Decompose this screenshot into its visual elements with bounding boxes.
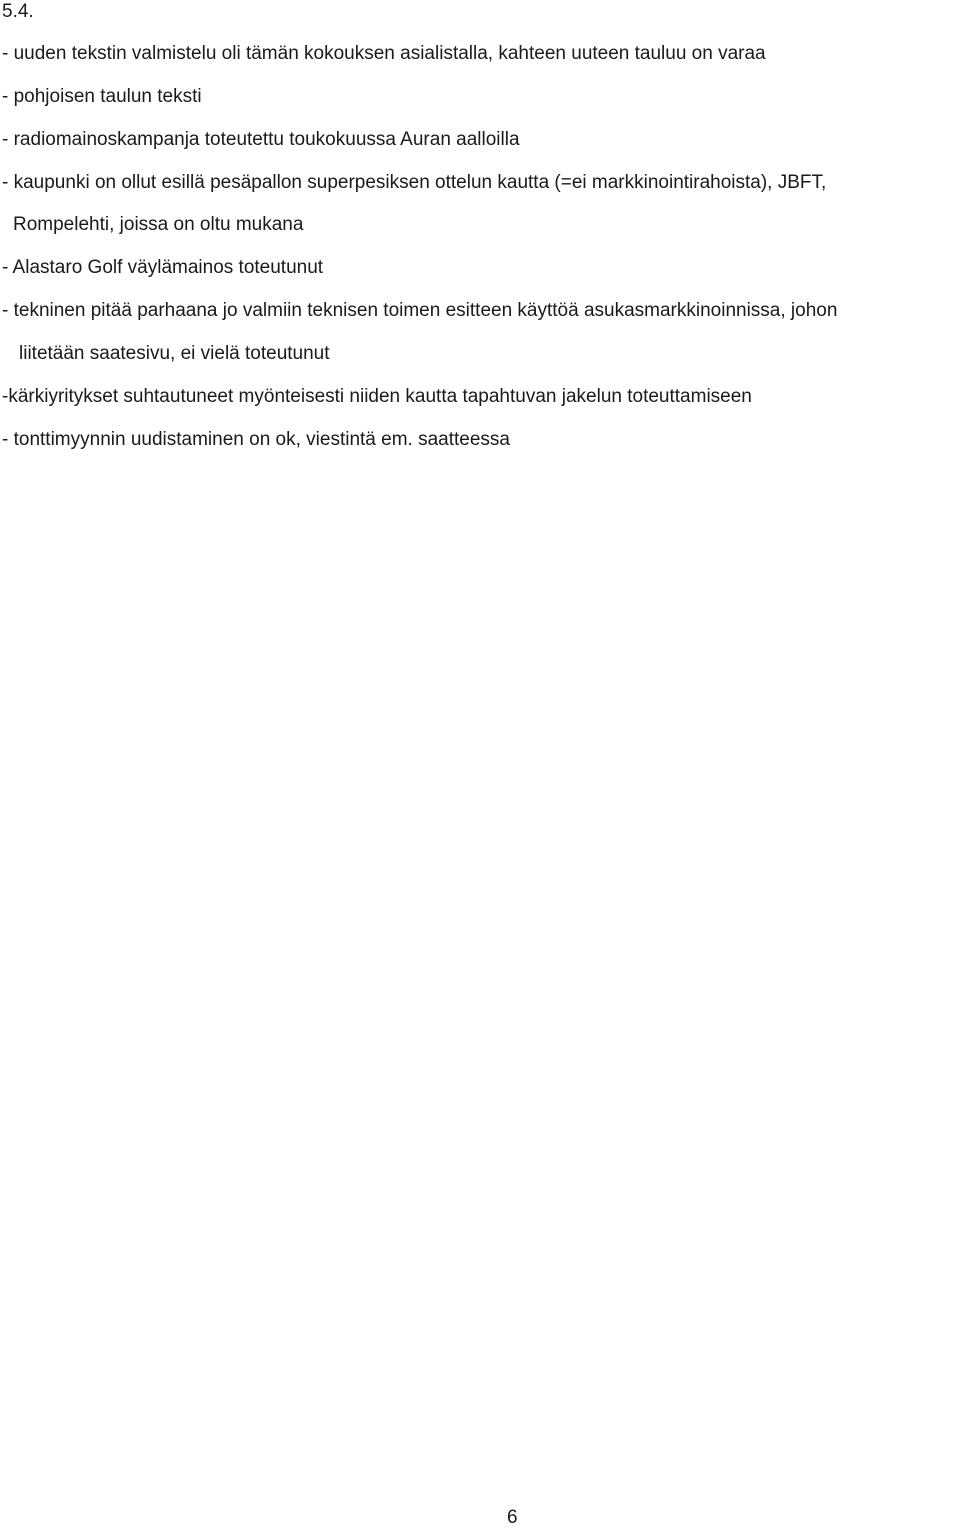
list-item: - tekninen pitää parhaana jo valmiin teknisen toimen esitteen käyttöä asukasmarkkinoinnissa, johon xyxy=(2,300,838,321)
list-item: -kärkiyritykset suhtautuneet myönteisesti niiden kautta tapahtuvan jakelun toteuttamiseen xyxy=(2,386,752,407)
section-number: 5.4. xyxy=(2,1,34,22)
list-item: - pohjoisen taulun teksti xyxy=(2,86,202,107)
list-item: - radiomainoskampanja toteutettu toukokuussa Auran aalloilla xyxy=(2,129,520,150)
list-item: - uuden tekstin valmistelu oli tämän kokouksen asialistalla, kahteen uuteen tauluu on varaa xyxy=(2,43,766,64)
list-item: - kaupunki on ollut esillä pesäpallon superpesiksen ottelun kautta (=ei markkinointirahoista), JBFT, xyxy=(2,172,827,193)
page-number: 6 xyxy=(507,1507,518,1528)
list-item: - tonttimyynnin uudistaminen on ok, viestintä em. saatteessa xyxy=(2,429,510,450)
list-item: - Alastaro Golf väylämainos toteutunut xyxy=(2,257,324,278)
list-item-continuation: Rompelehti, joissa on oltu mukana xyxy=(13,214,304,235)
list-item-continuation: liitetään saatesivu, ei vielä toteutunut xyxy=(19,343,330,364)
